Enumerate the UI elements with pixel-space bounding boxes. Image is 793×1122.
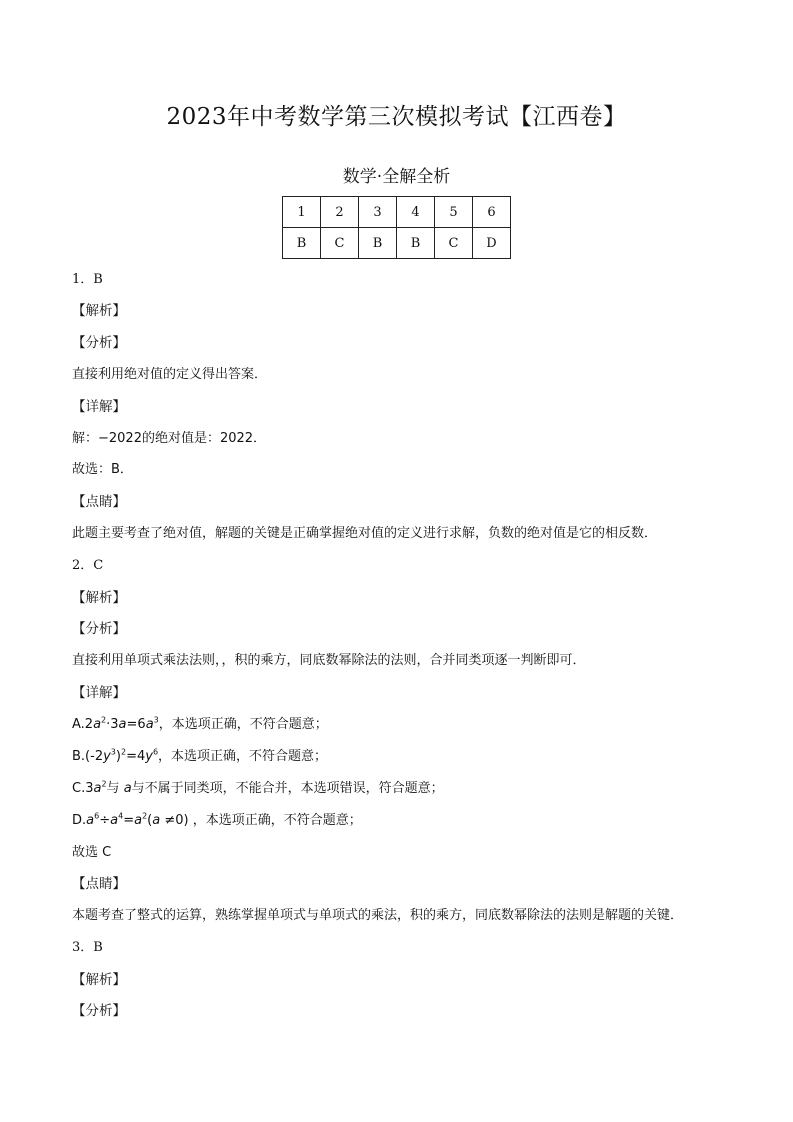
answer-table-answer-row [283,228,511,259]
option-a-prefix: A.2 [72,717,94,732]
option-d-eq: = [123,813,135,828]
q2-option-c [72,777,444,796]
option-b-exp: 2 [120,747,127,757]
answer-table-answer: C [321,228,359,259]
answer-table-number: 4 [397,197,435,228]
q1-fenxi-tag: 【分析】 [72,335,126,351]
option-c-prefix: C.3 [72,781,94,796]
option-a-exp: 2 [101,715,107,725]
answer-table-number: 5 [435,197,473,228]
option-d-condition: ≠0) [160,813,193,828]
q1-xiangjie-tag: 【详解】 [72,399,126,415]
q3-fenxi-tag: 【分析】 [72,1003,126,1019]
option-a-tail: ，本选项正确，不符合题意； [158,717,328,732]
option-a-eq: =6 [126,717,146,732]
q1-dianjing-tag: 【点睛】 [72,494,126,510]
q2-dianjing-tag: 【点睛】 [72,876,126,892]
answer-table-number: 6 [473,197,511,228]
option-a-mid: ·3 [106,717,119,732]
answer-table-answer: B [397,228,435,259]
option-d-exp: 4 [118,811,124,821]
page-subtitle: 数学·全解全析 [342,167,451,187]
option-c-var: a [123,781,132,796]
answer-table-number: 1 [283,197,321,228]
q2-option-d [72,809,362,828]
option-a-exp: 3 [153,715,159,725]
option-d-var: a [86,813,95,828]
option-b-var: y [103,749,111,764]
q2-xiangjie-tag: 【详解】 [72,685,126,701]
q2-jiexi-tag: 【解析】 [72,590,126,606]
q1-detail: 解：−2022的绝对值是：2022． [72,431,267,446]
option-b-eq: =4 [126,749,146,764]
option-c-tail: 与不属于同类项，不能合并，本选项错误，符合题意； [131,781,444,796]
option-b-tail: ，本选项正确，不符合题意； [158,749,328,764]
option-b-exp: 3 [110,747,116,757]
q2-dianjing-text: 本题考查了整式的运算，熟练掌握单项式与单项式的乘法，积的乘方，同底数幂除法的法则是解题的关键． [72,908,684,923]
q1-fenxi-text: 直接利用绝对值的定义得出答案． [72,367,268,382]
option-a-var: a [93,717,102,732]
option-a-var: a [145,717,154,732]
answer-table [282,196,511,259]
answer-table-answer: D [473,228,511,259]
answer-table-number-row [283,197,511,228]
q2-choose: 故选 C [72,845,112,860]
q2-heading: 2．C [72,558,104,573]
q1-heading: 1．B [72,272,103,287]
option-d-var: a [110,813,119,828]
option-b-paren: ) [115,749,121,764]
option-d-exp: 2 [142,811,148,821]
option-d-exp: 6 [94,811,100,821]
q3-heading: 3．B [72,940,103,955]
q2-option-b [72,745,327,764]
answer-table-number: 3 [359,197,397,228]
option-c-exp: 2 [101,779,107,789]
q1-choose: 故选：B． [72,462,133,477]
option-d-var: a [152,813,161,828]
answer-table-number: 2 [321,197,359,228]
answer-table-answer: C [435,228,473,259]
q3-jiexi-tag: 【解析】 [72,972,126,988]
option-b-var: y [145,749,153,764]
option-a-var: a [118,717,127,732]
option-c-var: a [93,781,102,796]
option-d-paren: ( [147,813,153,828]
page-title: 2023年中考数学第三次模拟考试【江西卷】 [166,104,627,130]
option-b-prefix: B.(-2 [72,749,104,764]
q2-option-a [72,713,328,732]
q1-dianjing-text: 此题主要考查了绝对值，解题的关键是正确掌握绝对值的定义进行求解，负数的绝对值是它的相反数． [72,526,658,541]
option-d-var: a [134,813,143,828]
q2-fenxi-tag: 【分析】 [72,621,126,637]
option-d-tail: ，本选项正确，不符合题意； [192,813,362,828]
answer-table-answer: B [359,228,397,259]
q2-fenxi-text: 直接利用单项式乘法法则，，积的乘方，同底数幂除法的法则，合并同类项逐一判断即可． [72,653,586,668]
option-d-div: ÷ [99,813,111,828]
option-d-prefix: D. [72,813,87,828]
option-c-mid: 与 [106,781,124,796]
answer-table-answer: B [283,228,321,259]
q1-jiexi-tag: 【解析】 [72,303,126,319]
option-b-exp: 6 [152,747,159,757]
